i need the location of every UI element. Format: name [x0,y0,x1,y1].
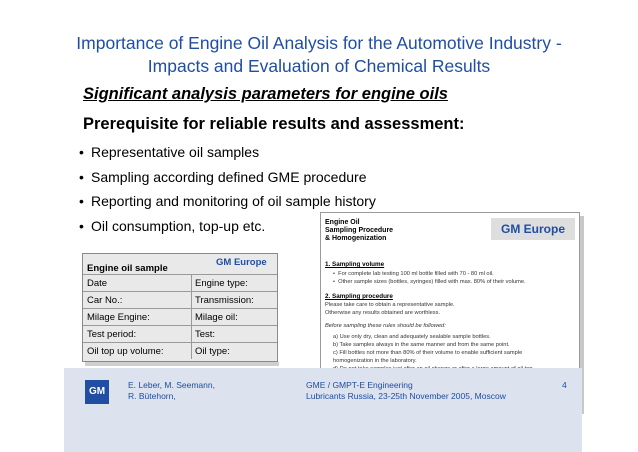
form-label: Milage Engine: [87,312,150,323]
form-label: Date [87,278,108,289]
form-label: Oil type: [195,346,230,357]
section-subtitle: Significant analysis parameters for engine oils [83,85,448,103]
form-label: Test period: [87,329,137,340]
procedure-brand: GM Europe [491,218,575,240]
procedure-heading-line: & Homogenization [325,235,387,242]
procedure-rule: b) Take samples always in the same manner and from the same point. [333,342,510,348]
bullet-item [79,165,376,190]
form-label: Test: [195,329,216,340]
form-label: Engine type: [195,278,248,289]
procedure-line: Otherwise any results obtained are worthless. [325,310,441,316]
bullet-text: Reporting and monitoring of oil sample history [91,193,376,209]
gm-logo-icon: GM [85,380,109,404]
form-title: Engine oil sample [87,263,168,274]
oil-sample-form [82,253,278,362]
footer-authors [128,380,215,402]
page-number: 4 [562,380,567,390]
prerequisite-heading: Prerequisite for reliable results and assessment: [83,115,465,133]
section-heading: 2. Sampling procedure [325,293,393,300]
bullet-text: Oil consumption, top-up etc. [91,217,266,234]
form-row [83,342,277,359]
procedure-heading-line: Sampling Procedure [325,227,394,234]
bullet-text: Representative oil samples [91,144,260,160]
form-brand: GM Europe [216,257,267,268]
form-row [83,308,277,325]
form-label: Milage oil: [195,312,238,323]
section-heading: 1. Sampling volume [325,261,385,268]
footer-organization [306,380,506,402]
bullet-text: Sampling according defined GME procedure [91,168,367,185]
procedure-rule: a) Use only dry, clean and adequately sealable sample bottles. [333,334,491,340]
procedure-line: • For complete lab testing 100 ml bottle filled with 70 - 80 ml oil. [333,271,494,277]
bullet-icon: • [79,144,84,160]
procedure-line: • Other sample sizes (bottles, syringes) filled with max. 80% of their volume. [333,279,526,285]
form-label: Car No.: [87,295,123,306]
procedure-line: Before sampling these rules should be followed: [325,323,446,329]
form-row [83,291,277,308]
bullet-icon: • [79,168,84,185]
procedure-heading-line: Engine Oil [325,219,360,226]
bullet-icon: • [79,217,84,234]
procedure-heading [325,219,393,243]
org-line: Lubricants Russia, 23-25th November 2005, Moscow [306,391,506,401]
title-line-2: Impacts and Evaluation of Chemical Results [147,56,491,76]
form-row [83,325,277,342]
form-header [83,254,277,274]
authors-line: E. Leber, M. Seemann, [128,380,215,390]
slide-title [0,32,638,78]
bullet-item [79,189,376,214]
procedure-rule: c) Fill bottles not more than 80% of their volume to enable sufficient sample [333,350,523,356]
org-line: GME / GMPT-E Engineering [306,380,413,390]
procedure-rule: homogenization in the laboratory. [333,358,417,364]
form-label: Oil top up volume: [87,346,164,357]
bullet-item [79,140,376,165]
form-row [83,274,277,291]
bullet-icon: • [79,193,84,209]
authors-line: R. Bütehorn, [128,391,176,401]
procedure-line: Please take care to obtain a representative sample. [325,302,455,308]
form-label: Transmission: [195,295,254,306]
title-line-1: Importance of Engine Oil Analysis for the Automotive Industry - [76,33,562,53]
